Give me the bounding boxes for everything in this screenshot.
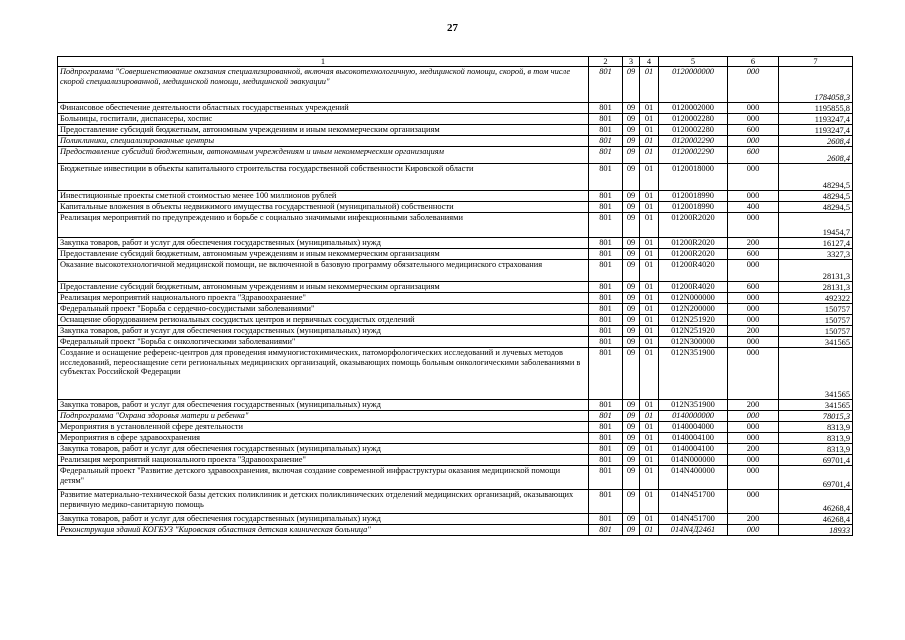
row-target-article: 0120002000 [659,103,728,114]
row-target-article: 012N251920 [659,315,728,326]
row-amount: 341565 [779,400,853,411]
row-expense-type: 000 [728,466,779,490]
row-expense-type: 200 [728,238,779,249]
row-section: 09 [623,202,640,213]
row-section: 09 [623,304,640,315]
row-amount: 19454,7 [779,213,853,238]
row-ministry-code: 801 [589,433,623,444]
row-name: Подпрограмма "Совершенствование оказания специализированной, включая высокотехнологичную, медицинской помощи, скорой, в том числе скорой специализированной, медицинской помощи, медицинской эвакуации" [58,67,589,103]
row-section: 09 [623,103,640,114]
table-row [58,326,853,337]
row-ministry-code: 801 [589,67,623,103]
row-ministry-code: 801 [589,444,623,455]
row-amount: 1784058,3 [779,67,853,103]
row-section: 09 [623,293,640,304]
table-row [58,147,853,164]
row-amount: 69701,4 [779,455,853,466]
row-subsection: 01 [640,525,659,536]
row-section: 09 [623,67,640,103]
row-ministry-code: 801 [589,125,623,136]
row-target-article: 0120000000 [659,67,728,103]
row-target-article: 012N351900 [659,400,728,411]
row-ministry-code: 801 [589,147,623,164]
row-subsection: 01 [640,114,659,125]
table-row [58,249,853,260]
row-amount: 2608,4 [779,136,853,147]
row-section: 09 [623,191,640,202]
row-expense-type: 000 [728,315,779,326]
row-name: Оснащение оборудованием региональных сосудистых центров и первичных сосудистых отделений [58,315,589,326]
row-amount: 48294,5 [779,202,853,213]
row-ministry-code: 801 [589,114,623,125]
table-row [58,202,853,213]
row-name: Мероприятия в сфере здравоохранения [58,433,589,444]
row-name: Развитие материально-технической базы детских поликлиник и детских поликлинических отделений медицинских организаций, оказывающих первичную медико-санитарную помощь [58,490,589,514]
row-name: Мероприятия в установленной сфере деятельности [58,422,589,433]
row-ministry-code: 801 [589,202,623,213]
row-subsection: 01 [640,304,659,315]
row-amount: 341565 [779,337,853,348]
row-name: Федеральный проект "Борьба с сердечно-сосудистыми заболеваниями" [58,304,589,315]
table-row [58,293,853,304]
row-name: Федеральный проект "Борьба с онкологическими заболеваниями" [58,337,589,348]
row-name: Финансовое обеспечение деятельности областных государственных учреждений [58,103,589,114]
row-target-article: 014N451700 [659,490,728,514]
row-section: 09 [623,260,640,282]
row-subsection: 01 [640,411,659,422]
row-amount: 48294,5 [779,191,853,202]
row-target-article: 0120002280 [659,125,728,136]
table-row [58,525,853,536]
row-ministry-code: 801 [589,213,623,238]
row-target-article: 014N000000 [659,455,728,466]
row-section: 09 [623,444,640,455]
row-section: 09 [623,490,640,514]
row-target-article: 0120002280 [659,114,728,125]
row-ministry-code: 801 [589,514,623,525]
row-expense-type: 000 [728,304,779,315]
row-expense-type: 000 [728,103,779,114]
row-subsection: 01 [640,202,659,213]
budget-table [57,56,853,536]
row-subsection: 01 [640,326,659,337]
row-target-article: 0140004100 [659,444,728,455]
row-amount: 341565 [779,348,853,400]
row-target-article: 0120018000 [659,164,728,191]
row-ministry-code: 801 [589,282,623,293]
row-target-article: 012N351900 [659,348,728,400]
row-target-article: 012N000000 [659,293,728,304]
row-section: 09 [623,422,640,433]
row-section: 09 [623,125,640,136]
row-name: Закупка товаров, работ и услуг для обеспечения государственных (муниципальных) нужд [58,444,589,455]
row-ministry-code: 801 [589,490,623,514]
table-row [58,238,853,249]
row-ministry-code: 801 [589,260,623,282]
row-section: 09 [623,147,640,164]
row-subsection: 01 [640,249,659,260]
row-ministry-code: 801 [589,400,623,411]
row-name: Реализация мероприятий национального проекта "Здравоохранение" [58,293,589,304]
row-amount: 48294,5 [779,164,853,191]
table-row [58,433,853,444]
row-ministry-code: 801 [589,238,623,249]
row-expense-type: 000 [728,525,779,536]
row-subsection: 01 [640,125,659,136]
row-name: Инвестиционные проекты сметной стоимостью менее 100 миллионов рублей [58,191,589,202]
row-target-article: 01200R2020 [659,213,728,238]
table-row [58,422,853,433]
row-ministry-code: 801 [589,136,623,147]
row-target-article: 012N300000 [659,337,728,348]
row-target-article: 014N400000 [659,466,728,490]
row-target-article: 0140000000 [659,411,728,422]
row-expense-type: 000 [728,191,779,202]
table-row [58,444,853,455]
header-cell-7: 7 [779,57,853,67]
row-name: Оказание высокотехнологичной медицинской помощи, не включенной в базовую программу обязательного медицинского страхования [58,260,589,282]
row-target-article: 01200R2020 [659,249,728,260]
row-subsection: 01 [640,444,659,455]
row-ministry-code: 801 [589,422,623,433]
row-amount: 150757 [779,315,853,326]
row-subsection: 01 [640,164,659,191]
row-name: Поликлиники, специализированные центры [58,136,589,147]
row-name: Реализация мероприятий по предупреждению и борьбе с социально значимыми инфекционными заболеваниями [58,213,589,238]
row-section: 09 [623,282,640,293]
row-section: 09 [623,400,640,411]
row-section: 09 [623,315,640,326]
row-section: 09 [623,433,640,444]
row-amount: 28131,3 [779,260,853,282]
row-amount: 150757 [779,326,853,337]
row-amount: 69701,4 [779,466,853,490]
row-name: Подпрограмма "Охрана здоровья матери и ребенка" [58,411,589,422]
row-amount: 8313,9 [779,422,853,433]
row-expense-type: 200 [728,444,779,455]
table-row [58,466,853,490]
row-expense-type: 000 [728,455,779,466]
row-subsection: 01 [640,293,659,304]
table-row [58,490,853,514]
row-amount: 16127,4 [779,238,853,249]
row-name: Закупка товаров, работ и услуг для обеспечения государственных (муниципальных) нужд [58,326,589,337]
row-target-article: 0140004000 [659,422,728,433]
row-section: 09 [623,213,640,238]
row-section: 09 [623,249,640,260]
table-row [58,213,853,238]
row-section: 09 [623,114,640,125]
row-subsection: 01 [640,147,659,164]
row-target-article: 01200R4020 [659,282,728,293]
row-ministry-code: 801 [589,411,623,422]
row-expense-type: 000 [728,433,779,444]
row-target-article: 0120002290 [659,136,728,147]
row-target-article: 0120018990 [659,202,728,213]
table-row [58,67,853,103]
row-amount: 3327,3 [779,249,853,260]
row-expense-type: 000 [728,136,779,147]
row-section: 09 [623,238,640,249]
row-expense-type: 000 [728,213,779,238]
row-amount: 1195855,8 [779,103,853,114]
row-ministry-code: 801 [589,164,623,191]
row-subsection: 01 [640,337,659,348]
row-expense-type: 000 [728,260,779,282]
table-row [58,337,853,348]
row-section: 09 [623,136,640,147]
row-name: Создание и оснащение референс-центров для проведения иммуногистохимических, патоморфологических исследований и лучевых методов исследований, переоснащение сети региональных медицинских организаций, оказывающих помощь больным онкологическими заболеваниями в субъектах Российской Федерации [58,348,589,400]
row-target-article: 014N451700 [659,514,728,525]
table-row [58,260,853,282]
row-subsection: 01 [640,466,659,490]
row-name: Федеральный проект "Развитие детского здравоохранения, включая создание современной инфраструктуры оказания медицинской помощи детям" [58,466,589,490]
row-expense-type: 000 [728,164,779,191]
row-subsection: 01 [640,282,659,293]
header-cell-5: 5 [659,57,728,67]
row-subsection: 01 [640,455,659,466]
row-subsection: 01 [640,490,659,514]
row-target-article: 012N200000 [659,304,728,315]
row-expense-type: 200 [728,400,779,411]
row-amount: 28131,3 [779,282,853,293]
header-row [58,57,853,67]
row-expense-type: 000 [728,422,779,433]
table-row [58,191,853,202]
row-ministry-code: 801 [589,337,623,348]
row-amount: 150757 [779,304,853,315]
row-amount: 8313,9 [779,433,853,444]
row-ministry-code: 801 [589,249,623,260]
table-row [58,103,853,114]
table-body [58,67,853,536]
row-subsection: 01 [640,136,659,147]
row-name: Реконструкция зданий КОГБУЗ "Кировская областная детская клиническая больница" [58,525,589,536]
header-cell-6: 6 [728,57,779,67]
table-row [58,514,853,525]
row-ministry-code: 801 [589,525,623,536]
table-row [58,114,853,125]
row-amount: 18933 [779,525,853,536]
row-subsection: 01 [640,213,659,238]
row-amount: 78015,3 [779,411,853,422]
row-subsection: 01 [640,514,659,525]
row-subsection: 01 [640,103,659,114]
row-section: 09 [623,514,640,525]
row-target-article: 0120018990 [659,191,728,202]
row-name: Предоставление субсидий бюджетным, автономным учреждениям и иным некоммерческим организациям [58,249,589,260]
row-name: Предоставление субсидий бюджетным, автономным учреждениям и иным некоммерческим организациям [58,125,589,136]
row-expense-type: 000 [728,490,779,514]
table-row [58,125,853,136]
row-expense-type: 400 [728,202,779,213]
row-target-article: 01200R4020 [659,260,728,282]
row-subsection: 01 [640,433,659,444]
table-row [58,315,853,326]
row-subsection: 01 [640,348,659,400]
table-row [58,282,853,293]
row-ministry-code: 801 [589,103,623,114]
row-ministry-code: 801 [589,304,623,315]
table-row [58,164,853,191]
row-section: 09 [623,337,640,348]
row-target-article: 012N251920 [659,326,728,337]
table-row [58,348,853,400]
row-target-article: 01200R2020 [659,238,728,249]
row-expense-type: 600 [728,147,779,164]
row-amount: 8313,9 [779,444,853,455]
row-name: Предоставление субсидий бюджетным, автономным учреждениям и иным некоммерческим организациям [58,282,589,293]
row-amount: 1193247,4 [779,125,853,136]
row-target-article: 014N4Д2461 [659,525,728,536]
row-name: Закупка товаров, работ и услуг для обеспечения государственных (муниципальных) нужд [58,400,589,411]
row-ministry-code: 801 [589,191,623,202]
row-expense-type: 200 [728,326,779,337]
row-amount: 1193247,4 [779,114,853,125]
row-ministry-code: 801 [589,455,623,466]
row-expense-type: 000 [728,114,779,125]
row-subsection: 01 [640,315,659,326]
row-section: 09 [623,326,640,337]
row-expense-type: 000 [728,337,779,348]
row-expense-type: 000 [728,411,779,422]
row-expense-type: 600 [728,249,779,260]
row-amount: 46268,4 [779,490,853,514]
row-name: Предоставление субсидий бюджетным, автономным учреждениям и иным некоммерческим организациям [58,147,589,164]
row-name: Больницы, госпитали, диспансеры, хоспис [58,114,589,125]
row-subsection: 01 [640,191,659,202]
row-expense-type: 600 [728,282,779,293]
row-ministry-code: 801 [589,348,623,400]
row-ministry-code: 801 [589,293,623,304]
page-number: 27 [447,22,458,34]
row-amount: 492322 [779,293,853,304]
row-section: 09 [623,455,640,466]
row-expense-type: 200 [728,514,779,525]
row-expense-type: 000 [728,293,779,304]
row-target-article: 0140004100 [659,433,728,444]
row-name: Реализация мероприятий национального проекта "Здравоохранение" [58,455,589,466]
row-section: 09 [623,466,640,490]
row-ministry-code: 801 [589,466,623,490]
table-row [58,400,853,411]
row-section: 09 [623,411,640,422]
row-subsection: 01 [640,67,659,103]
table-row [58,136,853,147]
table-row [58,304,853,315]
row-subsection: 01 [640,400,659,411]
row-name: Закупка товаров, работ и услуг для обеспечения государственных (муниципальных) нужд [58,238,589,249]
header-cell-2: 2 [589,57,623,67]
row-name: Закупка товаров, работ и услуг для обеспечения государственных (муниципальных) нужд [58,514,589,525]
row-subsection: 01 [640,238,659,249]
row-subsection: 01 [640,260,659,282]
header-cell-1: 1 [58,57,589,67]
row-section: 09 [623,348,640,400]
header-cell-4: 4 [640,57,659,67]
table-row [58,411,853,422]
row-expense-type: 000 [728,348,779,400]
row-amount: 46268,4 [779,514,853,525]
row-section: 09 [623,525,640,536]
header-cell-3: 3 [623,57,640,67]
row-target-article: 0120002290 [659,147,728,164]
row-name: Капитальные вложения в объекты недвижимого имущества государственной (муниципальной) собственности [58,202,589,213]
row-section: 09 [623,164,640,191]
table-row [58,455,853,466]
row-expense-type: 600 [728,125,779,136]
row-expense-type: 000 [728,67,779,103]
row-name: Бюджетные инвестиции в объекты капитального строительства государственной собственности Кировской области [58,164,589,191]
row-ministry-code: 801 [589,315,623,326]
row-ministry-code: 801 [589,326,623,337]
row-subsection: 01 [640,422,659,433]
row-amount: 2608,4 [779,147,853,164]
